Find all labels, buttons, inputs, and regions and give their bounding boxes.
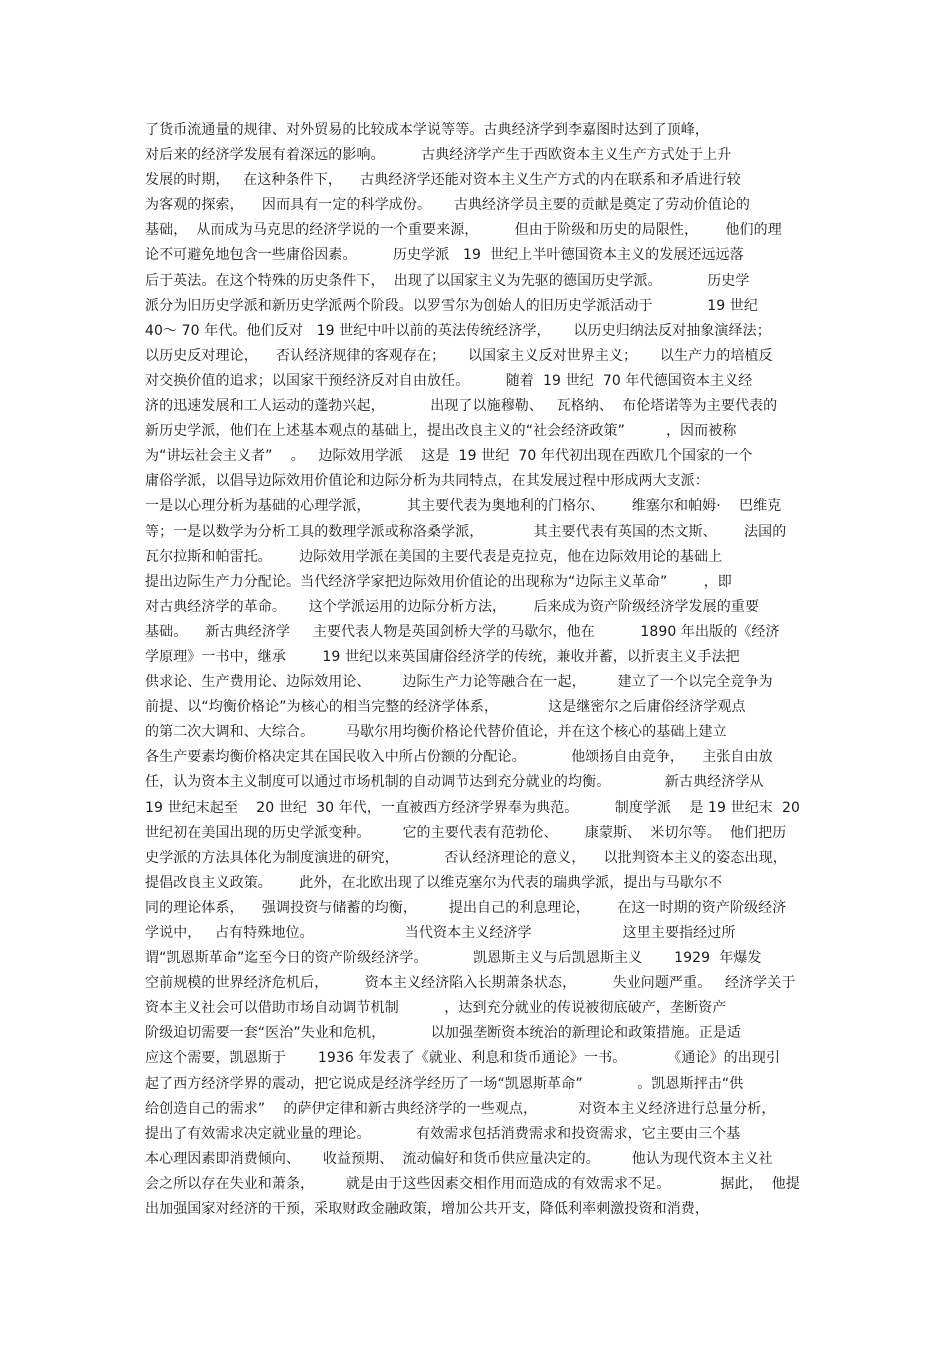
text-line: 阶级迫切需要一套“医治”失业和危机， 以加强垄断资本统治的新理论和政策措施。正是适	[145, 1025, 742, 1042]
text-line: 出加强国家对经济的干预，采取财政金融政策，增加公共开支，降低利率刺激投资和消费，	[145, 1201, 709, 1218]
text-line: 各生产要素均衡价格决定其在国民收入中所占份额的分配论。 他颂扬自由竞争， 主张自由放	[145, 749, 773, 766]
text-line: 任，认为资本主义制度可以通过市场机制的自动调节达到充分就业的均衡。 新古典经济学从	[145, 774, 764, 791]
text-line: 为客观的探索， 因而具有一定的科学成份。 古典经济学员主要的贡献是奠定了劳动价值论的	[145, 197, 750, 214]
text-line: 资本主义社会可以借助市场自动调节机制 ，达到充分就业的传说被彻底破产，垄断资产	[145, 1000, 727, 1017]
text-line: 基础。 新古典经济学 主要代表人物是英国剑桥大学的马歇尔，他在 1890 年出版的《经济	[145, 623, 780, 640]
text-line: 学说中， 占有特殊地位。 当代资本主义经济学 这里主要指经过所	[145, 925, 736, 941]
text-line: 济的迅速发展和工人运动的蓬勃兴起， 出现了以施穆勒、 瓦格纳、 布伦塔诺等为主要代表的	[145, 398, 778, 415]
text-line: 提出边际生产力分配论。当代经济学家把边际效用价值论的出现称为“边际主义革命” ，即	[145, 573, 732, 590]
text-line: 的第二次大调和、大综合。 马歇尔用均衡价格论代替价值论，并在这个核心的基础上建立	[145, 724, 727, 741]
text-line: 19 世纪末起至 20 世纪 30 年代，一直被西方经济学界奉为典范。 制度学派 是 19 世纪末 20	[145, 799, 801, 816]
text-line: 世纪初在美国出现的历史学派变种。 它的主要代表有范勃伦、 康蒙斯、 米切尔等。 他们把历	[145, 824, 787, 841]
text-line: 后于英法。在这个特殊的历史条件下， 出现了以国家主义为先驱的德国历史学派。 历史学	[145, 272, 750, 289]
text-line: 学原理》一书中，继承 19 世纪以来英国庸俗经济学的传统，兼收并蓄，以折衷主义手法把	[145, 648, 740, 665]
text-line: 发展的时期， 在这种条件下， 古典经济学还能对资本主义生产方式的内在联系和矛盾进行较	[145, 172, 741, 189]
text-line: 提出了有效需求决定就业量的理论。 有效需求包括消费需求和投资需求，它主要由三个基	[145, 1125, 741, 1142]
text-line: 对古典经济学的革命。 这个学派运用的边际分析方法， 后来成为资产阶级经济学发展的重要	[145, 598, 760, 615]
text-line: 40～ 70 年代。他们反对 19 世纪中叶以前的英法传统经济学， 以历史归纳法反对抽象演绎法；	[145, 322, 771, 339]
text-line: 派分为旧历史学派和新历史学派两个阶段。以罗雪尔为创始人的旧历史学派活动于 19 世纪	[145, 297, 758, 314]
text-line: 新历史学派，他们在上述基本观点的基础上，提出改良主义的“社会经济政策” ，因而被称	[145, 423, 737, 440]
text-line: 对后来的经济学发展有着深远的影响。 古典经济学产生于西欧资本主义生产方式处于上升	[145, 147, 732, 164]
text-line: 前提、以“均衡价格论”为核心的相当完整的经济学体系， 这是继密尔之后庸俗经济学观点	[145, 699, 746, 716]
text-line: 提倡改良主义政策。 此外，在北欧出现了以维克塞尔为代表的瑞典学派，提出与马歇尔不	[145, 874, 723, 891]
text-line: 空前规模的世界经济危机后， 资本主义经济陷入长期萧条状态， 失业问题严重。 经济学关于	[145, 975, 796, 992]
text-line: 本心理因素即消费倾向、 收益预期、 流动偏好和货币供应量决定的。 他认为现代资本主义社	[145, 1150, 773, 1167]
text-line: 对交换价值的追求；以国家干预经济反对自由放任。 随着 19 世纪 70 年代德国资本主义经	[145, 372, 753, 389]
text-line: 供求论、生产费用论、边际效用论、 边际生产力论等融合在一起， 建立了一个以完全竞争为	[145, 674, 773, 691]
text-line: 庸俗学派，以倡导边际效用价值论和边际分析为共同特点，在其发展过程中形成两大支派：	[145, 473, 709, 490]
text-line: 同的理论体系， 强调投资与储蓄的均衡， 提出自己的利息理论， 在这一时期的资产阶级经济	[145, 899, 787, 916]
text-line: 会之所以存在失业和萧条， 就是由于这些因素交相作用而造成的有效需求不足。 据此， 他提	[145, 1175, 801, 1192]
text-line: 了货币流通量的规律、对外贸易的比较成本学说等等。古典经济学到李嘉图时达到了顶峰，	[145, 122, 709, 138]
text-line: 论不可避免地包含一些庸俗因素。 历史学派 19 世纪上半叶德国资本主义的发展还远远落	[145, 247, 744, 264]
text-line: 一是以心理分析为基础的心理学派， 其主要代表为奥地利的门格尔、 维塞尔和帕姆· 巴维克	[145, 498, 782, 515]
text-line: 起了西方经济学界的震动，把它说成是经济学经历了一场“凯恩斯革命” 。凯恩斯抨击“供	[145, 1075, 744, 1092]
body-text	[145, 118, 815, 1222]
text-line: 瓦尔拉斯和帕雷托。 边际效用学派在美国的主要代表是克拉克，他在边际效用论的基础上	[145, 548, 723, 565]
text-line: 应这个需要，凯恩斯于 1936 年发表了《就业、利息和货币通论》一书。 《通论》的出现引	[145, 1050, 781, 1067]
text-line: 谓“凯恩斯革命”迄至今日的资产阶级经济学。 凯恩斯主义与后凯恩斯主义 1929 年爆发	[145, 950, 762, 967]
text-line: 为“讲坛社会主义者” 。 边际效用学派 这是 19 世纪 70 年代初出现在西欧几个国家的一个	[145, 448, 753, 465]
text-line: 给创造自己的需求” 的萨伊定律和新古典经济学的一些观点， 对资本主义经济进行总量分析，	[145, 1100, 776, 1117]
text-line: 以历史反对理论， 否认经济规律的客观存在； 以国家主义反对世界主义； 以生产力的培植反	[145, 347, 773, 364]
text-line: 等；一是以数学为分析工具的数理学派或称洛桑学派， 其主要代表有英国的杰文斯、 法国的	[145, 523, 787, 540]
text-line: 史学派的方法具体化为制度演进的研究， 否认经济理论的意义， 以批判资本主义的姿态出现，	[145, 849, 787, 866]
text-line: 基础， 从而成为马克思的经济学说的一个重要来源， 但由于阶级和历史的局限性， 他们的理	[145, 222, 782, 239]
